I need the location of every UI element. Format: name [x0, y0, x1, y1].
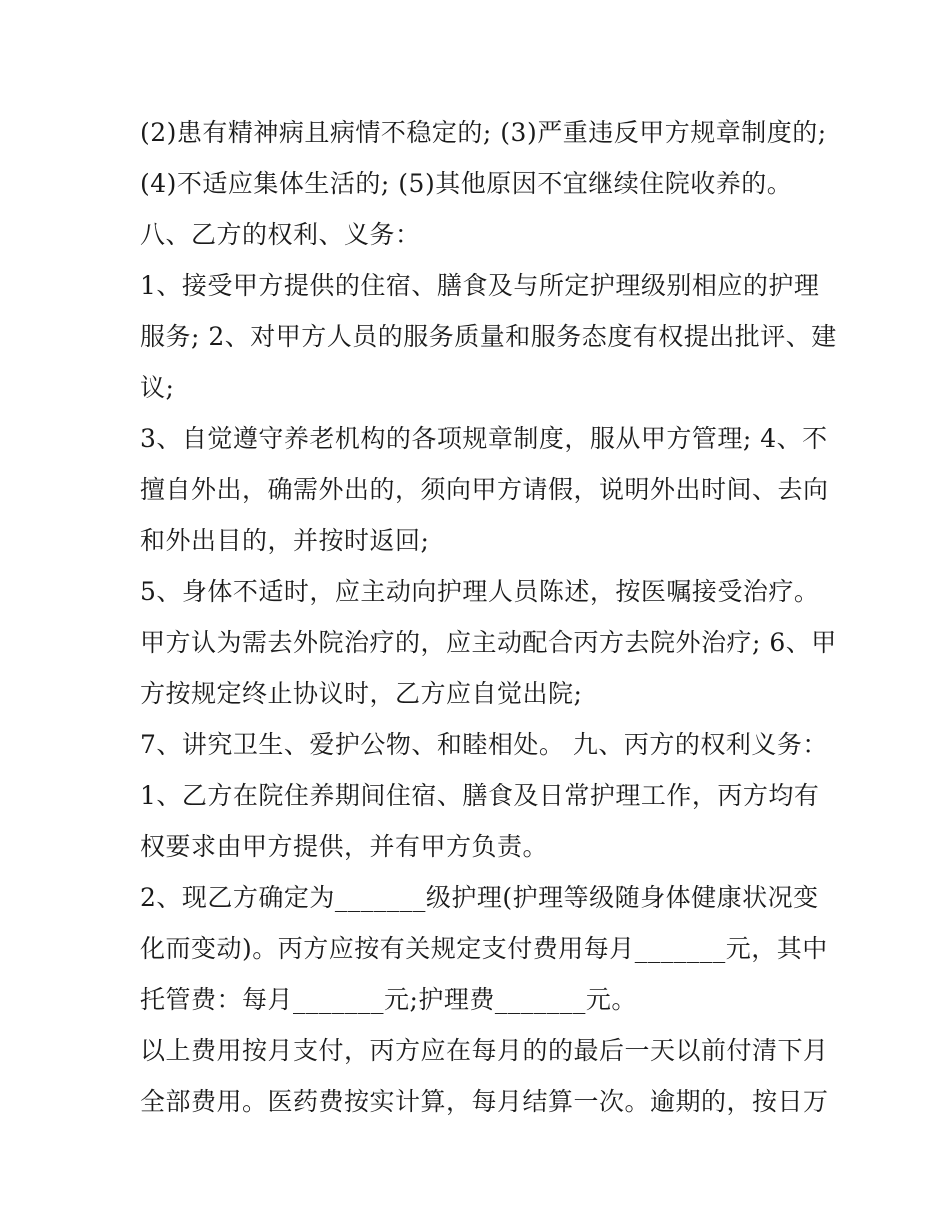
text-line: 5、身体不适时，应主动向护理人员陈述，按医嘱接受治疗。 [140, 577, 820, 606]
text-line: 7、讲究卫生、爱护公物、和睦相处。 九、丙方的权利义务： [140, 730, 828, 759]
text-line: 全部费用。医药费按实计算，每月结算一次。逾期的，按日万 [140, 1087, 829, 1116]
text-line: (4)不适应集体生活的; (5)其他原因不宜继续住院收养的。 [140, 169, 793, 198]
text-line: 方按规定终止协议时，乙方应自觉出院; [140, 679, 583, 708]
text-line: 1、乙方在院住养期间住宿、膳食及日常护理工作，丙方均有 [140, 781, 820, 810]
text-line: 服务; 2、对甲方人员的服务质量和服务态度有权提出批评、建 [140, 322, 837, 351]
text-line: 甲方认为需去外院治疗的，应主动配合丙方去院外治疗; 6、甲 [140, 628, 837, 657]
text-line: 化而变动)。丙方应按有关规定支付费用每月_______元，其中 [140, 934, 828, 963]
section-heading: 八、乙方的权利、义务： [140, 220, 421, 249]
text-line: 和外出目的，并按时返回; [140, 526, 430, 555]
text-line: 1、接受甲方提供的住宿、膳食及与所定护理级别相应的护理 [140, 271, 820, 300]
text-line: 3、自觉遵守养老机构的各项规章制度，服从甲方管理; 4、不 [140, 424, 828, 453]
document-body [140, 107, 837, 1127]
text-line: (2)患有精神病且病情不稳定的; (3)严重违反甲方规章制度的; [140, 118, 827, 147]
text-line: 议; [140, 373, 175, 402]
text-line: 以上费用按月支付，丙方应在每月的的最后一天以前付清下月 [140, 1036, 829, 1065]
text-line: 2、现乙方确定为_______级护理(护理等级随身体健康状况变 [140, 883, 819, 912]
text-line: 托管费：每月_______元;护理费_______元。 [140, 985, 637, 1014]
text-line: 擅自外出，确需外出的，须向甲方请假，说明外出时间、去向 [140, 475, 829, 504]
text-line: 权要求由甲方提供，并有甲方负责。 [140, 832, 549, 861]
